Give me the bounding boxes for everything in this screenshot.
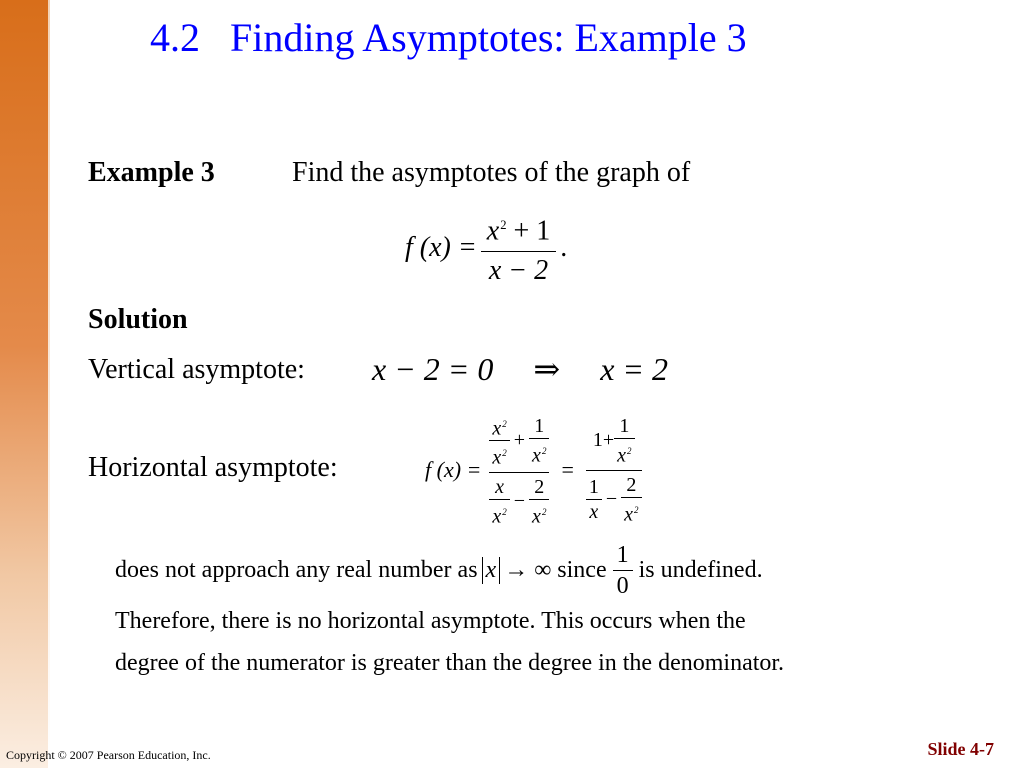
sidebar-accent xyxy=(0,0,48,768)
section-number: 4.2 xyxy=(150,15,200,60)
simplified-numerator: 1+ $\frac{1}{x^2}$ xyxy=(593,412,635,470)
numerator-rest: + 1 xyxy=(513,215,551,247)
divided-denominator: $\frac{x}{x^2}$ − $\frac{2}{x^2}$ xyxy=(489,473,549,531)
one-over-zero: $\frac{1}{0}$ xyxy=(613,540,633,601)
vertical-eq2: x = 2 xyxy=(600,351,668,387)
explanation-line-2: Therefore, there is no horizontal asymptote. This occurs when the xyxy=(115,608,746,634)
example-label: Example 3 xyxy=(88,157,215,188)
horizontal-asymptote-label: Horizontal asymptote: xyxy=(88,452,338,483)
function-fraction xyxy=(481,206,557,289)
divided-numerator: $\frac{x^2}{x^2}$ + $\frac{1}{x^2}$ xyxy=(489,410,549,472)
horizontal-asymptote-equation xyxy=(425,402,650,538)
copyright-text: Copyright © 2007 Pearson Education, Inc. xyxy=(6,748,211,762)
example-prompt: Find the asymptotes of the graph of xyxy=(292,157,691,188)
title-text: Finding Asymptotes: Example 3 xyxy=(230,15,747,60)
explanation-line-3: degree of the numerator is greater than the degree in the denominator. xyxy=(115,650,785,676)
vertical-asymptote-label: Vertical asymptote: xyxy=(88,354,305,385)
function-numerator xyxy=(481,206,557,250)
numerator-base: x xyxy=(486,215,500,247)
absolute-value-x: x xyxy=(482,557,501,584)
slide-title xyxy=(150,14,1010,61)
line1-arrow: → ∞ since xyxy=(504,556,607,583)
sidebar-edge xyxy=(48,0,50,768)
function-definition xyxy=(405,206,567,290)
explanation-line-1 xyxy=(115,537,763,603)
slide-number: Slide 4-7 xyxy=(927,739,994,759)
function-period: . xyxy=(560,232,568,263)
horizontal-lhs: f (x) = xyxy=(425,457,482,482)
function-lhs: f (x) = xyxy=(405,232,477,263)
numerator-exponent: 2 xyxy=(500,218,507,233)
simplified-denominator: $\frac{1}{x}$ − $\frac{2}{x^2}$ xyxy=(586,471,642,529)
vertical-eq1: x − 2 = 0 xyxy=(372,351,494,387)
line1-start: does not approach any real number as xyxy=(115,556,478,583)
solution-label: Solution xyxy=(88,304,188,335)
line1-end: is undefined. xyxy=(638,556,763,583)
function-denominator: x − 2 xyxy=(488,254,549,286)
divided-fraction xyxy=(489,410,549,531)
equals-sign: = xyxy=(561,457,574,482)
implies-symbol: ⇒ xyxy=(533,351,561,387)
simplified-fraction xyxy=(586,412,642,528)
vertical-asymptote-equation xyxy=(372,350,668,388)
